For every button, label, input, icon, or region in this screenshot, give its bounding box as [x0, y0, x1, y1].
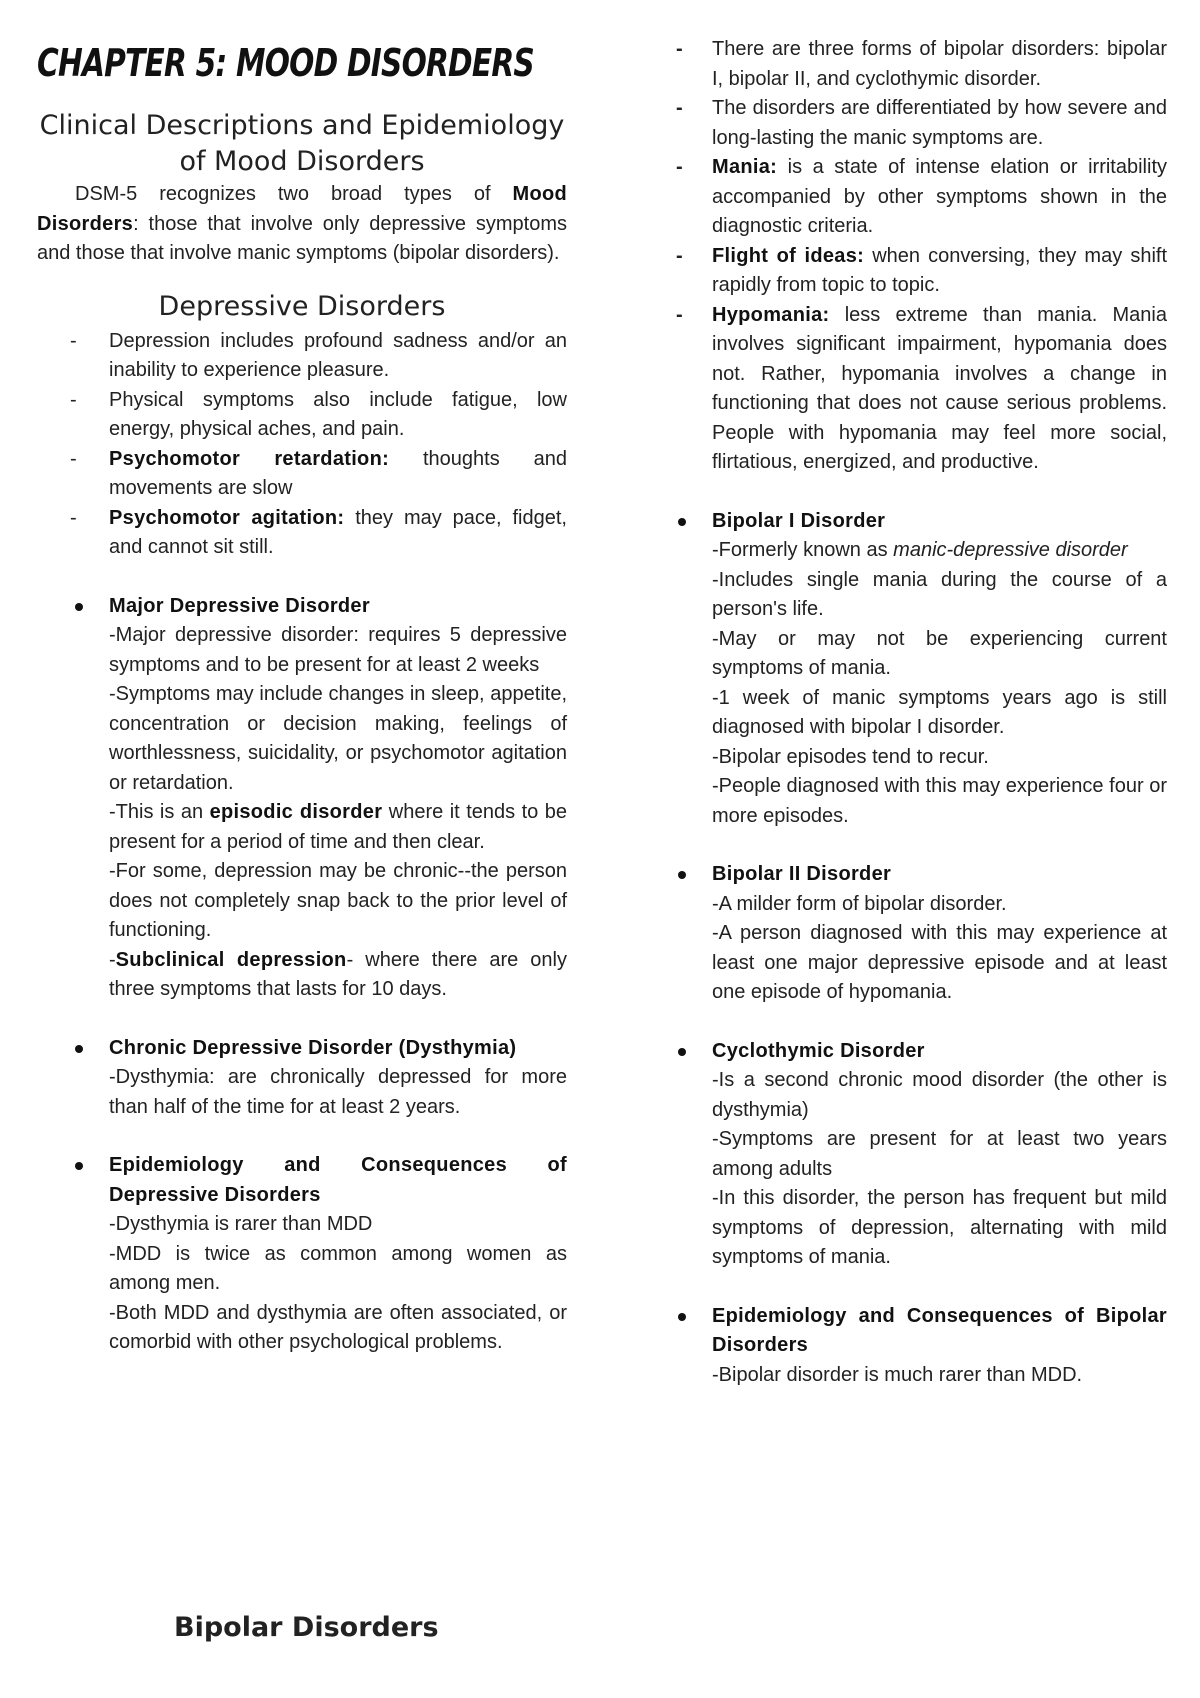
bipolar-2-section — [672, 860, 1167, 1008]
bullet-icon — [75, 1045, 83, 1053]
term-subclinical-depression: Subclinical depression — [115, 948, 347, 971]
epi-depressive-section — [37, 1151, 567, 1358]
term-hypomania: Hypomania: — [712, 303, 830, 326]
depressive-points-list — [37, 327, 567, 563]
epi-depressive-line-1: -Dysthymia is rarer than MDD — [109, 1213, 373, 1235]
mdd-heading: Major Depressive Disorder — [109, 594, 370, 617]
bipolar-1-heading: Bipolar I Disorder — [712, 509, 886, 532]
depressive-point-4: they may pace, fidget, and cannot sit still. — [109, 506, 567, 558]
intro-paragraph — [37, 180, 567, 269]
left-column — [37, 38, 567, 1358]
bipolar-point-4: when conversing, they may shift rapidly from topic to topic. — [712, 244, 1167, 296]
mdd-line-2: -Symptoms may include changes in sleep, appetite, concentration or decision making, feelings of worthlessness, suicidality, or psychomotor agitation or retardation. — [109, 683, 567, 794]
mdd-line-5-b: - where there are only three symptoms that lasts for 10 days. — [109, 948, 567, 1000]
epi-depressive-line-2: -MDD is twice as common among women as among men. — [109, 1242, 567, 1294]
list-item — [672, 35, 1167, 94]
bipolar-1-line-2: -Includes single mania during the course of a person's life. — [712, 568, 1167, 620]
dash-marker: - — [70, 506, 77, 529]
cyclothymic-line-2: -Symptoms are present for at least two years among adults — [712, 1128, 1167, 1180]
dash-marker: - — [70, 447, 77, 470]
dash-marker: - — [676, 156, 683, 178]
bullet-icon — [678, 1048, 686, 1056]
intro-text-1: DSM-5 recognizes two broad types of — [75, 183, 513, 205]
bullet-icon — [75, 603, 83, 611]
right-column — [672, 35, 1167, 1390]
mdd-line-5-a: - — [109, 948, 116, 971]
epi-depressive-heading: Epidemiology and Consequences of Depressive Disorders — [109, 1154, 567, 1206]
dysthymia-section — [37, 1034, 567, 1123]
bipolar-point-3: is a state of intense elation or irritability accompanied by other symptoms shown in the diagnostic criteria. — [712, 156, 1167, 237]
list-item — [672, 242, 1167, 301]
term-flight-of-ideas: Flight of ideas: — [712, 244, 865, 267]
intro-bold-mood-disorders: Mood Disorders — [37, 183, 567, 235]
epi-depressive-line-3: -Both MDD and dysthymia are often associated, or comorbid with other psychological problems. — [109, 1301, 567, 1353]
dash-marker: - — [70, 329, 77, 352]
list-item — [37, 445, 567, 504]
list-item — [672, 301, 1167, 478]
depressive-point-2: Physical symptoms also include fatigue, low energy, physical aches, and pain. — [109, 388, 567, 440]
depressive-disorders-title: Depressive Disorders — [158, 290, 446, 322]
bipolar-1-line-4: -1 week of manic symptoms years ago is still diagnosed with bipolar I disorder. — [712, 686, 1167, 738]
bipolar-disorders-title: Bipolar Disorders — [174, 1612, 439, 1643]
bipolar-1-line-3: -May or may not be experiencing current symptoms of mania. — [712, 627, 1167, 679]
dysthymia-heading: Chronic Depressive Disorder (Dysthymia) — [109, 1036, 517, 1059]
term-psychomotor-agitation: Psychomotor agitation: — [109, 506, 345, 529]
dash-marker: - — [70, 388, 77, 411]
bullet-icon — [75, 1162, 83, 1170]
mdd-line-4: -For some, depression may be chronic--the person does not completely snap back to the prior level of functioning. — [109, 860, 567, 941]
list-item — [672, 153, 1167, 242]
bipolar-point-1: There are three forms of bipolar disorders: bipolar I, bipolar II, and cyclothymic disorder. — [712, 38, 1167, 90]
clinical-descriptions-title: Clinical Descriptions and Epidemiology of Mood Disorders — [39, 110, 565, 177]
cyclothymic-section — [672, 1037, 1167, 1273]
term-psychomotor-retardation: Psychomotor retardation: — [109, 447, 390, 470]
cyclothymic-heading: Cyclothymic Disorder — [712, 1039, 925, 1062]
dysthymia-line-1: -Dysthymia: are chronically depressed for more than half of the time for at least 2 years. — [109, 1066, 567, 1118]
list-item — [672, 94, 1167, 153]
bipolar-1-line-5: -Bipolar episodes tend to recur. — [712, 745, 989, 768]
chapter-title: CHAPTER 5: MOOD DISORDERS — [37, 41, 534, 85]
bipolar-2-heading: Bipolar II Disorder — [712, 863, 892, 885]
dash-marker: - — [676, 244, 683, 267]
mdd-section — [37, 592, 567, 1005]
bipolar-1-line-6: -People diagnosed with this may experience four or more episodes. — [712, 775, 1167, 827]
bipolar-point-5: less extreme than mania. Mania involves significant impairment, hypomania does not. Rather, hypomania involves a change in functioning that does not cause serious problems. People with hypomania may feel more social, flirtatious, energized, and productive. — [712, 303, 1167, 473]
list-item — [37, 327, 567, 386]
list-item — [37, 504, 567, 563]
bullet-icon — [678, 518, 686, 526]
mdd-line-1: -Major depressive disorder: requires 5 depressive symptoms and to be present for at least 2 weeks — [109, 624, 567, 676]
term-manic-depressive: manic-depressive disorder — [893, 539, 1128, 561]
term-mania: Mania: — [712, 156, 778, 178]
depressive-point-1: Depression includes profound sadness and/or an inability to experience pleasure. — [109, 329, 567, 381]
epi-bipolar-heading: Epidemiology and Consequences of Bipolar Disorders — [712, 1304, 1167, 1356]
cyclothymic-line-3: -In this disorder, the person has frequent but mild symptoms of depression, alternating with mild symptoms of mania. — [712, 1187, 1167, 1268]
depressive-point-3: thoughts and movements are slow — [109, 447, 567, 499]
dash-marker: - — [676, 38, 683, 60]
epi-bipolar-line-1: -Bipolar disorder is much rarer than MDD. — [712, 1363, 1083, 1386]
bullet-icon — [678, 1313, 686, 1321]
cyclothymic-line-1: -Is a second chronic mood disorder (the other is dysthymia) — [712, 1069, 1167, 1121]
list-item — [37, 386, 567, 445]
bipolar-points-list — [672, 35, 1167, 478]
bipolar-2-line-1: -A milder form of bipolar disorder. — [712, 892, 1007, 915]
term-episodic-disorder: episodic disorder — [209, 801, 383, 823]
mdd-line-3-b: where it tends to be present for a period of time and then clear. — [109, 801, 567, 853]
intro-text-2: : those that involve only depressive symptoms and those that involve manic symptoms (bipolar disorders). — [37, 212, 567, 264]
dash-marker: - — [676, 303, 683, 326]
mdd-line-3 — [109, 798, 567, 857]
bipolar-1-line-1 — [712, 536, 1167, 566]
mdd-line-5 — [109, 946, 567, 1005]
dash-marker: - — [676, 97, 683, 119]
epi-bipolar-section — [672, 1302, 1167, 1391]
bipolar-1-section — [672, 507, 1167, 832]
bipolar-point-2: The disorders are differentiated by how severe and long-lasting the manic symptoms are. — [712, 97, 1167, 149]
bullet-icon — [678, 871, 686, 879]
bipolar-2-line-2: -A person diagnosed with this may experience at least one major depressive episode and at least one episode of hypomania. — [712, 922, 1167, 1003]
mdd-line-3-a: -This is an — [109, 801, 210, 823]
bipolar-1-line-1-a: -Formerly known as — [712, 539, 894, 561]
